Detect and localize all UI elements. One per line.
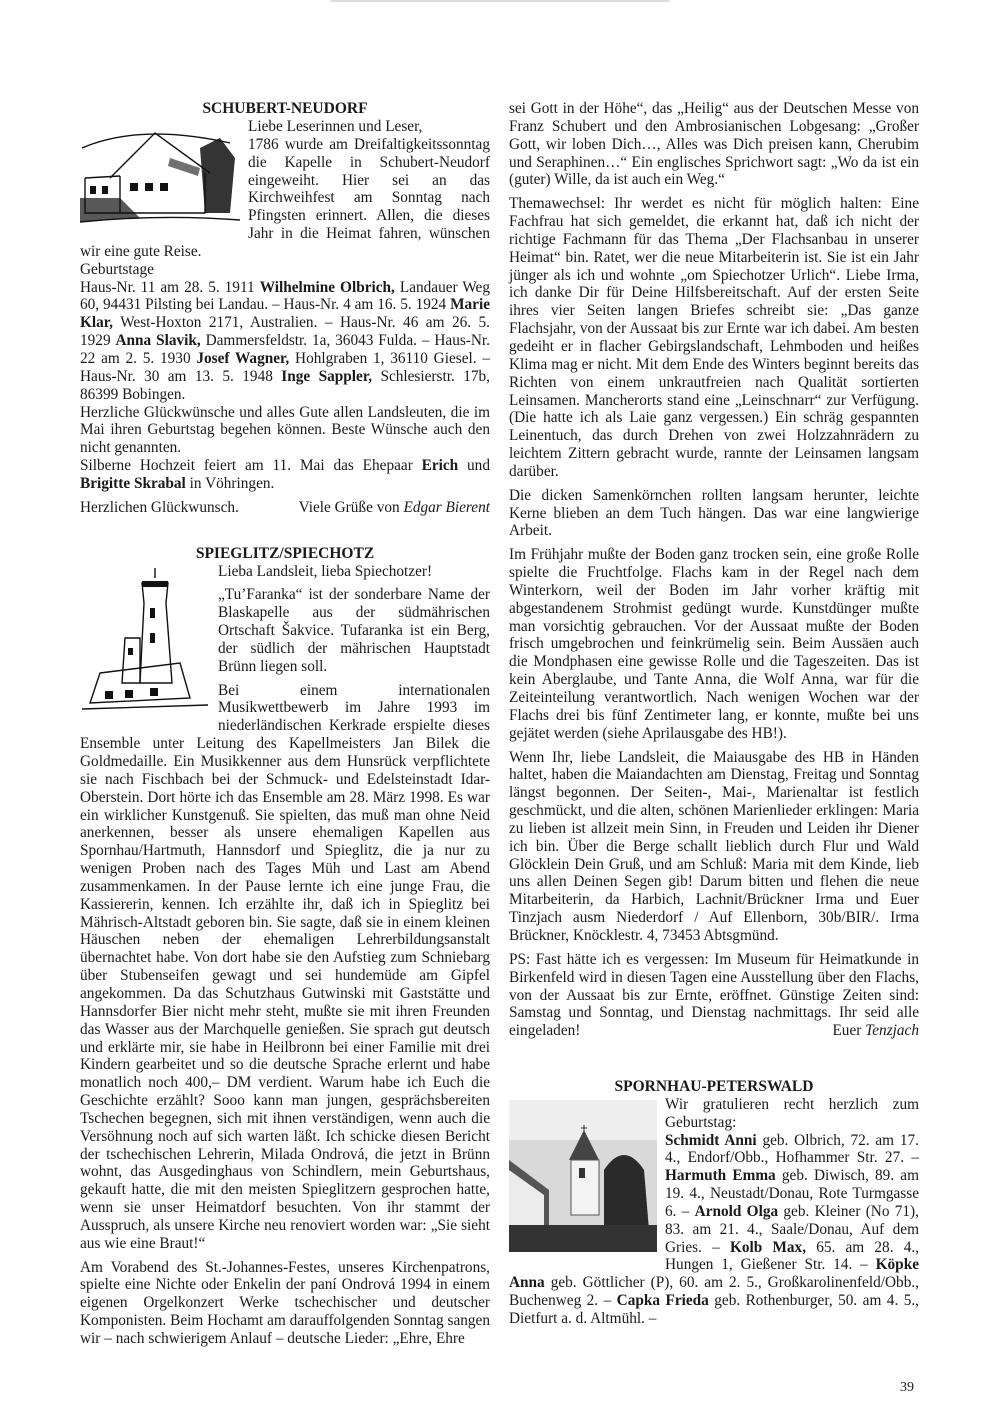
church-photo-image <box>509 1100 657 1257</box>
section-title: SPIEGLITZ/SPIECHOTZ <box>195 544 375 562</box>
text-run: Schlesierstr. 17b, 86399 Bobingen. <box>80 367 490 403</box>
text-run: West-Hoxton 2171, Australien. – Haus-Nr. 46 am 26. 5. 1929 <box>80 314 490 350</box>
text-run: sei Gott in der Höhe“, das „Heilig“ aus der Deutschen Messe von Franz Schubert und den Ambrosianischen Lobgesang: „Großer Gott, wir loben Dich…, Alles was Dich preisen kann, Cherubim und Seraphinen…“ Ein englisches Sprichwort sagt: „Wo da ist ein (guter) Wille, da ist auch ein Weg.“ <box>509 100 919 189</box>
bold-name: Harmuth Emma <box>665 1167 776 1185</box>
paragraph <box>509 546 919 742</box>
bold-name: Erich <box>421 457 459 475</box>
paragraph <box>80 279 490 404</box>
signature-prefix: Euer <box>832 1022 866 1040</box>
author-name: Edgar Bierent <box>403 498 490 516</box>
author-name: Tenzjach <box>865 1022 919 1040</box>
text-run: Im Frühjahr mußte der Boden ganz trocken sein, eine große Rolle spielte die Fruchtfolge. Flachs kam in der Regel nach dem Winterkorn, weil der Boden im Jahr vorher kräftig mit abgestandenem Strohmist gedüngt wurde. Kunstdünger mußte man vorsichtig gebrauchen. Vor der Aussaat mußte der Boden frisch umgebrochen und feinkrümelig sein. Beim Aussäen auch die Mondphasen eine gewisse Rolle und die Tageszeiten. Das ist kein Aberglaube, und Tante Anna, die Wolf Anna, war für die Zeiteinteilung verantwortlich. Nach wenigen Wochen war der Flachs drei bis fünf Zentimeter lang, er konnte, mußte bei uns gejätet werden (siehe Aprilausgabe des HB!). <box>509 546 919 742</box>
text-run: geb. Diwisch, 89. am 19. 4., Neustadt/Donau, Rote Turmgasse 6. – <box>665 1167 919 1220</box>
text-run: 65. am 28. 4., Hungen 1, Gießener Str. 14. – <box>665 1238 919 1274</box>
text-run: Geburtstage <box>80 260 154 278</box>
text-run: Bei einem internationalen Musikwettbewerb im Jahre 1993 im niederländischen Kerkrade erspielte dieses Ensemble unter Leitung des Kapellmeisters Jan Bilek die Goldmedaille. Ein Musikkenner aus dem Hunsrück verpflichtete sie nach Fischbach bei der Schmuck- und Edelsteinstadt Idar-Oberstein. Dort hörte ich das Ensemble am 28. März 1998. Es war ein wirklicher Kunstgenuß. Sie spielten, das muß man ohne Neid anerkennen, besser als unsere ehemaligen Kapellen aus Spornhau/Hartmuth, Hannsdorf und Spieglitz, die ja nur zu wenigen Proben nach des Tages Müh und Last am Abend zusammenkamen. In der Pause lernte ich eine junge Frau, die Kassiererin, kennen. Ich erzählte ihr, daß ich in Spieglitz bei Mährisch-Altstadt geboren bin. Sie sagte, daß sie in einem kleinen Häuschen neben der ehemaligen Lehrerbildungsanstalt übernachtet habe. Von dort habe sie den Aufstieg zum Schniebarg über Stubenseifen gewagt und sei hundemüde am Gipfel angekommen. Da das Schutzhaus Gutwinski mit Gaststätte und Hannsdorfer Bier nicht mehr steht, mußte sie mit ihren Freunden das Wasser aus der Marchquelle genießen. Sie sprach gut deutsch und erklärte mir, sie habe in Heilbronn bei einer Familie mit drei Kindern gearbeitet und so die deutsche Sprache erlernt und habe monatlich noch 400,– DM verdient. Warum habe ich Euch die Geschichte erzählt? Sooo kann man jungen, gesprächsbereiten Tschechen begegnen, sich mit ihnen verständigen, wenn auch die Versöhnung noch auf sich warten läßt. Ich schicke diesen Bericht der tschechischen Lehrerin, Milada Ondrová, die jetzt in Brünn wohnt, das Ausgedinghaus von Schindlern, mein Geburtshaus, gekauft hatte, die mit den meisten Spieglitzern gesprochen hatte, wenn sie unser Heimatdorf besuchten. Von ihr stammt der Ausspruch, als unsere Kirche neu renoviert worden war: „Sie sieht aus wie eine Braut!“ <box>80 681 490 1252</box>
text-run: Am Vorabend des St.-Johannes-Festes, unseres Kirchenpatrons, spielte eine Nichte oder Enkelin der paní Ondrová 1994 in einem eigenen Orgelkonzert Werke tschechischer und deutscher Komponisten. Beim Hochamt am darauffolgenden Sonntag sangen wir – nach schwierigem Anlauf – deutsche Lieder: „Ehre, Ehre <box>80 1258 490 1347</box>
closing-text: Herzlichen Glückwunsch. <box>80 498 239 516</box>
text-run: Themawechsel: Ihr werdet es nicht für möglich halten: Eine Fachfrau hat sich gemeldet, die erkannt hat, daß ich nicht der richtige Fachmann für das Thema „Der Flachsanbau in unserer Heimat“ bin. Ratet, wer die neue Mitarbeiterin ist. Sie ist ein Jahr jünger als ich und wohnte „om Spiechotzer Urlich“. Liebe Irma, ich danke Dir für Deine Hilfsbereitschaft. Auf der ersten Seite ihres vier Seiten langen Briefes schreibt sie: „Das ganze Flachsjahr, von der Aussaat bis zur Ernte war ich dabei. Am besten gedeiht er in flacher Gebirgslandschaft, Lehmboden und heißes Klima mag er nicht. Mit dem Ende des Winters beginnt bereits das Richten von einem unkrautfreien nach Qualität sortierten Leinsamen. Mancherorts stand eine „Leinschnarr“ zur Verfügung. (Die hatte ich als Laie ganz vergessen.) Ein schräg gespannten Leinentuch, das durch Drehen von zwei Holzzahnrädern zu leichtem Zittern gebracht wurde, rannte der Leinsamen langsam darüber. <box>509 195 919 480</box>
paragraph <box>509 100 919 189</box>
text-run: Wenn Ihr, liebe Landsleit, die Maiausgabe des HB in Händen haltet, haben die Maiandachten am Dienstag, Freitag und Sonntag längst begonnen. Der Seiten-, Mai-, Marienaltar ist festlich geschmückt, und die alten, schönen Marienlieder erklingen: Maria zu lieben ist allzeit mein Sinn, in Freuden und Leiden ihr Diener ich bin. Über die Berge schallt lieblich durch Flur und Wald Glöcklein Dein Gruß, und am Schluß: Maria mit dem Kinde, lieb uns allen Deinen Segen gib! Darum bitten und flehen die neue Mitarbeiterin, da Harbich, Lachnit/Brückner Irma und Euer Tinzjach ausm Niederdorf / Auf Ellenborn, 30b/BIR/. Irma Brückner, Knöcklestr. 4, 73453 Abtsgmünd. <box>509 748 919 944</box>
paragraph <box>509 487 919 541</box>
text-run: und <box>458 457 490 475</box>
signature-prefix: Viele Grüße von <box>298 498 404 516</box>
bold-name: Inge Sappler, <box>281 367 373 385</box>
house-drawing-image <box>80 118 240 231</box>
paragraph <box>509 749 919 945</box>
page-number: 39 <box>900 1380 914 1395</box>
paragraph <box>80 404 490 458</box>
paragraph <box>80 457 490 493</box>
text-run: Die dicken Samenkörnchen rollten langsam herunter, leichte Kerne blieben an dem Tuch hängen. Das war eine langwierige Arbeit. <box>509 486 919 540</box>
text-run: Lieba Landsleit, lieba Spiechotzer! <box>218 562 433 580</box>
bold-name: Marie Klar, <box>80 296 490 332</box>
tower-drawing-image <box>80 563 210 718</box>
scan-edge-line <box>330 0 670 2</box>
bold-name: Capka Frieda <box>616 1292 709 1310</box>
bold-name: Josef Wagner, <box>196 349 290 367</box>
text-run: Haus-Nr. 11 am 28. 5. 1911 <box>80 278 260 296</box>
article-section <box>80 545 490 1348</box>
text-run: Silberne Hochzeit feiert am 11. Mai das Ehepaar <box>80 457 422 475</box>
author-signature <box>299 499 490 517</box>
article-section <box>509 1078 919 1328</box>
text-run: Herzliche Glückwünsche und alles Gute allen Landsleuten, die im Mai ihren Geburtstag begehen können. Beste Wünsche auch den nicht genannten. <box>80 403 490 457</box>
paragraph <box>80 682 490 1253</box>
signature-line <box>80 499 490 517</box>
author-signature <box>832 1022 919 1040</box>
bold-name: Arnold Olga <box>694 1202 779 1220</box>
section-title: SCHUBERT-NEUDORF <box>202 100 368 117</box>
bold-name: Wilhelmine Olbrich, <box>259 278 395 296</box>
text-run: Hohlgraben 1, 36110 Giesel. – Haus-Nr. 30 am 13. 5. 1948 <box>80 349 490 385</box>
text-run: Landauer Weg 60, 94431 Pilsting bei Landau. – Haus-Nr. 4 am 16. 5. 1924 <box>80 278 491 314</box>
right-column <box>509 100 919 1328</box>
text-run: Liebe Leserinnen und Leser, <box>248 118 423 135</box>
text-run: 1786 wurde am Dreifaltigkeitssonntag die Kapelle in Schubert-Neudorf eingeweiht. Hier sei an das Kirchweihfest am Sonntag nach Pfingsten erinnert. Allen, die dieses Jahr in die Heimat fahren, wünschen wir eine gute Reise. <box>80 135 490 260</box>
text-run: geb. Olbrich, 72. am 17. 4., Endorf/Obb., Hofhammer Str. 27. – <box>665 1131 919 1167</box>
bold-name: Schmidt Anni <box>665 1131 757 1149</box>
paragraph <box>80 261 490 279</box>
bold-name: Anna Slavik, <box>115 332 201 350</box>
article-section <box>80 100 490 517</box>
bold-name: Kolb Max, <box>729 1238 807 1256</box>
article-section <box>509 100 919 1040</box>
bold-name: Köpke Anna <box>509 1256 919 1292</box>
left-column <box>80 100 490 1354</box>
bold-name: Brigitte Skrabal <box>80 474 186 492</box>
text-run: PS: Fast hätte ich es vergessen: Im Museum für Heimatkunde in Birkenfeld wird in diesen Tagen eine Ausstellung über den Flachs, von der Aussaat bis zur Ernte, eröffnet. Günstige Zeiten sind: Samstag und Sonntag, und Dienstag nachmittags. Ihr seid alle eingeladen! <box>509 950 919 1040</box>
text-run: geb. Kleiner (No 71), 83. am 21. 4., Saale/Donau, Auf dem Gries. – <box>665 1202 919 1256</box>
text-run: geb. Göttlicher (P), 60. am 2. 5., Großkarolinenfeld/Obb., Buchenweg 2. – <box>509 1274 919 1310</box>
text-run: Wir gratulieren recht herzlich zum Geburtstag: <box>665 1095 919 1131</box>
paragraph <box>509 195 919 481</box>
text-run: in Vöhringen. <box>185 474 275 492</box>
paragraph <box>80 1259 490 1348</box>
text-run: Dammersfeldstr. 1a, 36043 Fulda. – Haus-Nr. 22 am 2. 5. 1930 <box>80 332 491 367</box>
section-title: SPORNHAU-PETERSWALD <box>614 1077 814 1095</box>
text-run: „Tu’Faranka“ ist der sonderbare Name der Blaskapelle aus der südmährischen Ortschaft Šakvice. Tufaranka ist ein Berg, der südlich der mährischen Hauptstadt Brünn liegen soll. <box>218 586 490 675</box>
text-run: geb. Rothenburger, 50. am 4. 5., Dietfurt a. d. Altmühl. – <box>509 1292 920 1327</box>
